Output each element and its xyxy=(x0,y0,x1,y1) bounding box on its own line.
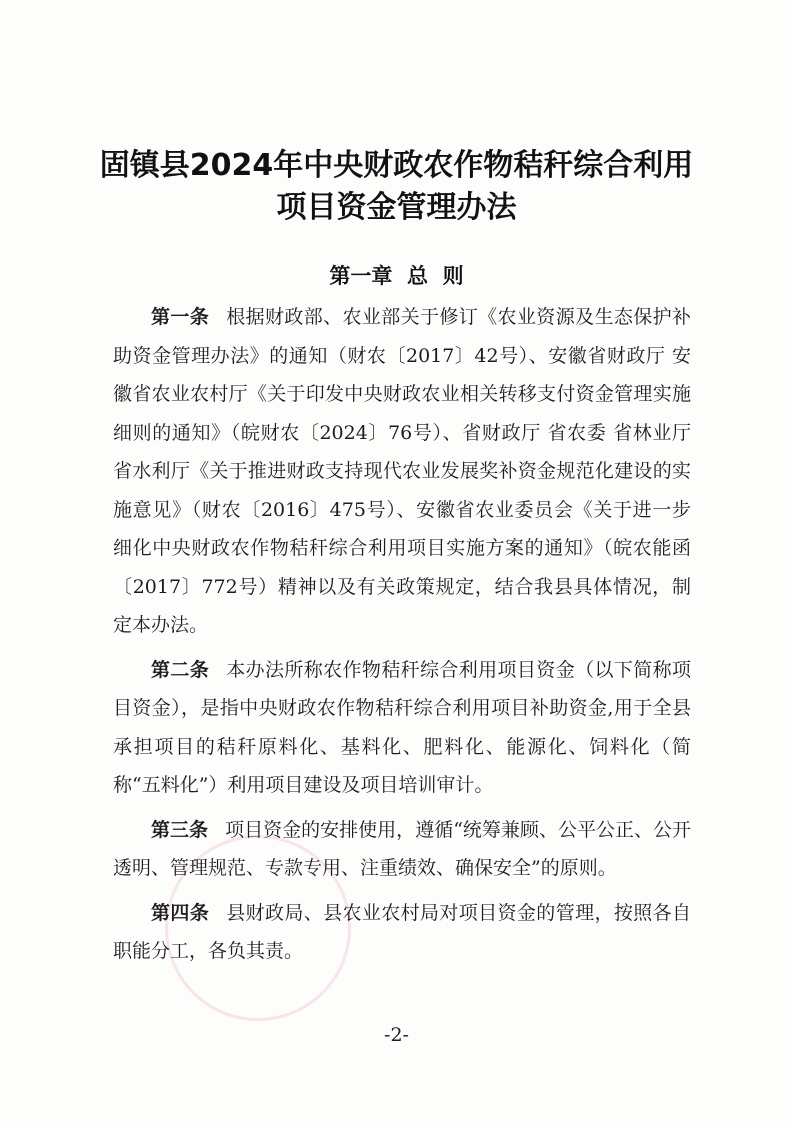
article-text: 根据财政部、农业部关于修订《农业资源及生态保护补助资金管理办法》的通知（财农〔2017〕42号）、安徽省财政厅 安徽省农业农村厅《关于印发中央财政农业相关转移支付资金管理实施细则的通知》（皖财农〔2024〕76号）、省财政厅 省农委 省林业厅 省水利厅《关于推进财政支持现代农业发展奖补资金规范化建设的实施意见》（财农〔2016〕475号）、安徽省农业委员会《关于进一步细化中央财政农作物秸秆综合利用项目实施方案的通知》（皖农能函〔2017〕772号）精神以及有关政策规定，结合我县具体情况，制定本办法。 xyxy=(113,306,691,636)
article-text: 县财政局、县农业农村局对项目资金的管理，按照各自职能分工，各负其责。 xyxy=(113,901,691,962)
article-label: 第三条 xyxy=(151,818,209,841)
document-title-line-2: 项目资金管理办法 xyxy=(276,190,517,225)
article-paragraph xyxy=(113,894,691,971)
article-text: 项目资金的安排使用，遵循“统筹兼顾、公平公正、公开透明、管理规范、专款专用、注重绩效、确保安全”的原则。 xyxy=(113,818,691,879)
page-number: -2- xyxy=(384,1024,409,1046)
article-paragraph xyxy=(113,651,691,805)
article-label: 第一条 xyxy=(151,306,210,328)
article-label: 第二条 xyxy=(151,658,210,681)
article-paragraph xyxy=(113,298,691,645)
chapter-heading: 第一章 总 则 xyxy=(329,264,464,288)
document-title-line-1: 固镇县2024年中央财政农作物秸秆综合利用 xyxy=(99,148,694,183)
document-body xyxy=(113,298,691,971)
article-label: 第四条 xyxy=(151,901,210,924)
article-text: 本办法所称农作物秸秆综合利用项目资金（以下简称项目资金），是指中央财政农作物秸秆综合利用项目补助资金,用于全县承担项目的秸秆原料化、基料化、肥料化、能源化、饲料化（简称“五料化”）利用项目建设及项目培训审计。 xyxy=(113,658,691,796)
article-paragraph xyxy=(113,811,691,888)
